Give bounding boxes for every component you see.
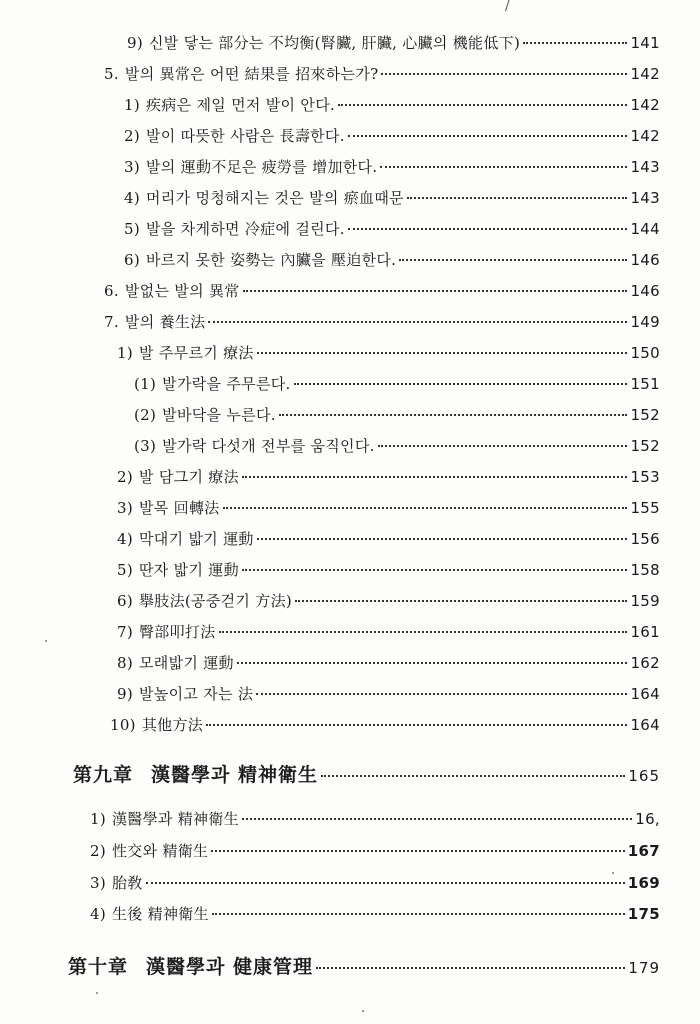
entry-page-number: 156 xyxy=(630,530,660,548)
entry-title: 머리가 멍청해지는 것은 발의 瘀血때문 xyxy=(146,189,404,207)
entry-title: 발높이고 자는 法 xyxy=(139,685,254,703)
entry-number: 2) xyxy=(90,842,106,860)
entry-page-number: 142 xyxy=(630,65,660,83)
toc-entry xyxy=(124,187,660,208)
toc-entry xyxy=(90,872,660,893)
entry-title: 발을 차게하면 冷症에 걸린다. xyxy=(146,220,345,238)
scan-speck xyxy=(96,992,98,994)
toc-entry xyxy=(90,808,660,829)
entry-title: 발가락 다섯개 전부를 움직인다. xyxy=(162,437,375,455)
dot-leader xyxy=(338,104,627,106)
chapter-heading xyxy=(73,760,660,787)
dot-leader xyxy=(242,569,628,571)
entry-number: 3) xyxy=(117,499,133,517)
entry-page-number: 158 xyxy=(630,561,660,579)
entry-title: 딴자 밟기 運動 xyxy=(139,561,239,579)
entry-title: 胎敎 xyxy=(112,874,143,892)
entry-number: 5) xyxy=(117,561,133,579)
dot-leader xyxy=(316,967,625,969)
entry-page-number: 164 xyxy=(630,716,660,734)
entry-number: 1) xyxy=(124,96,140,114)
entry-number: 2) xyxy=(124,127,140,145)
dot-leader xyxy=(381,73,627,75)
toc-entry xyxy=(90,840,660,861)
entry-title: 臀部叩打法 xyxy=(139,623,216,641)
entry-title: 발목 回轉法 xyxy=(139,499,220,517)
dot-leader xyxy=(348,228,628,230)
entry-title: 性交와 精衛生 xyxy=(112,842,209,860)
entry-page-number: 167 xyxy=(627,842,660,860)
entry-page-number: 146 xyxy=(630,251,660,269)
entry-page-number: 175 xyxy=(627,905,660,923)
entry-number: 8) xyxy=(117,654,133,672)
toc-entry xyxy=(124,125,660,146)
entry-page-number: 161 xyxy=(630,623,660,641)
chapter-heading xyxy=(68,952,660,979)
entry-title: 신발 닿는 部分는 不均衡(腎臟, 肝臟, 心臟의 機能低下) xyxy=(149,34,521,52)
toc-entry xyxy=(117,652,660,673)
entry-title: 바르지 못한 姿勢는 內臟을 壓迫한다. xyxy=(146,251,397,269)
entry-number: 6) xyxy=(117,592,133,610)
toc-entry xyxy=(124,218,660,239)
dot-leader xyxy=(211,850,624,852)
toc-entry xyxy=(124,94,660,115)
entry-number: 9) xyxy=(127,34,143,52)
entry-number: 4) xyxy=(124,189,140,207)
dot-leader xyxy=(243,290,628,292)
toc-entry xyxy=(134,435,660,456)
entry-title: 其他方法 xyxy=(141,716,204,734)
chapter-page-number: 179 xyxy=(628,959,660,977)
entry-title: 발 주무르기 療法 xyxy=(139,344,254,362)
chapter-label: 第十章 xyxy=(68,956,129,978)
toc-entry xyxy=(124,249,660,270)
dot-leader xyxy=(407,197,628,199)
entry-page-number: 16, xyxy=(635,810,660,828)
entry-title: 발이 따뜻한 사람은 長壽한다. xyxy=(146,127,345,145)
entry-number: 7) xyxy=(117,623,133,641)
entry-page-number: 164 xyxy=(630,685,660,703)
entry-page-number: 169 xyxy=(627,874,660,892)
toc-entry xyxy=(104,311,660,332)
entry-number: 4) xyxy=(117,530,133,548)
toc-entry xyxy=(124,156,660,177)
toc-entry xyxy=(117,466,660,487)
scan-speck xyxy=(45,640,47,642)
chapter-page-number: 165 xyxy=(628,767,660,785)
entry-page-number: 141 xyxy=(630,34,660,52)
entry-page-number: 155 xyxy=(630,499,660,517)
toc-entry xyxy=(127,32,660,53)
scan-speck xyxy=(612,872,614,874)
dot-leader xyxy=(212,913,625,915)
entry-title: 발바닥을 누른다. xyxy=(162,406,276,424)
entry-title: 발 담그기 療法 xyxy=(139,468,239,486)
entry-title: 漢醫學과 精神衛生 xyxy=(112,810,239,828)
entry-title: 발의 異常은 어떤 結果를 招來하는가? xyxy=(124,65,379,83)
toc-entry xyxy=(117,683,660,704)
entry-number: 5. xyxy=(104,65,119,83)
entry-number: 3) xyxy=(90,874,106,892)
entry-number: 6) xyxy=(124,251,140,269)
toc-entry xyxy=(134,404,660,425)
dot-leader xyxy=(294,383,628,385)
toc-entry xyxy=(117,590,660,611)
entry-title: 발의 運動不足은 疲勞를 增加한다. xyxy=(146,158,378,176)
entry-number: 2) xyxy=(117,468,133,486)
entry-number: 1) xyxy=(90,810,106,828)
entry-page-number: 162 xyxy=(630,654,660,672)
dot-leader xyxy=(279,414,628,416)
pen-mark: / xyxy=(505,0,510,14)
dot-leader xyxy=(295,600,627,602)
dot-leader xyxy=(223,507,628,509)
entry-page-number: 150 xyxy=(630,344,660,362)
dot-leader xyxy=(206,724,627,726)
entry-title: 발없는 발의 異常 xyxy=(124,282,240,300)
dot-leader xyxy=(523,42,627,44)
entry-number: 9) xyxy=(117,685,133,703)
entry-page-number: 143 xyxy=(630,189,660,207)
toc-entry xyxy=(110,714,660,735)
toc-entry xyxy=(134,373,660,394)
dot-leader xyxy=(399,259,627,261)
entry-title: 발가락을 주무른다. xyxy=(162,375,291,393)
dot-leader xyxy=(242,476,628,478)
dot-leader xyxy=(237,662,628,664)
entry-page-number: 152 xyxy=(630,437,660,455)
entry-page-number: 159 xyxy=(630,592,660,610)
entry-page-number: 142 xyxy=(630,127,660,145)
entry-title: 生後 精神衛生 xyxy=(112,905,209,923)
scan-speck xyxy=(362,1010,364,1012)
entry-number: 6. xyxy=(104,282,119,300)
chapter-title: 漢醫學과 健康管理 xyxy=(146,956,313,978)
entry-page-number: 153 xyxy=(630,468,660,486)
toc-entry xyxy=(90,903,660,924)
entry-page-number: 144 xyxy=(630,220,660,238)
dot-leader xyxy=(257,352,628,354)
entry-number: 7. xyxy=(104,313,119,331)
dot-leader xyxy=(378,445,628,447)
entry-page-number: 142 xyxy=(630,96,660,114)
entry-title: 疾病은 제일 먼저 발이 안다. xyxy=(146,96,336,114)
dot-leader xyxy=(208,321,627,323)
toc-entry xyxy=(117,342,660,363)
toc-entry xyxy=(117,528,660,549)
entry-title: 막대기 밟기 運動 xyxy=(139,530,254,548)
entry-page-number: 151 xyxy=(630,375,660,393)
entry-title: 발의 養生法 xyxy=(124,313,206,331)
dot-leader xyxy=(146,882,625,884)
toc-entry xyxy=(104,63,660,84)
dot-leader xyxy=(219,631,628,633)
entry-number: (2) xyxy=(134,406,157,424)
entry-number: 10) xyxy=(110,716,136,734)
toc-entry xyxy=(104,280,660,301)
entry-number: (3) xyxy=(134,437,157,455)
dot-leader xyxy=(257,538,628,540)
dot-leader xyxy=(348,135,628,137)
entry-title: 모래밟기 運動 xyxy=(139,654,234,672)
dot-leader xyxy=(380,166,627,168)
entry-page-number: 152 xyxy=(630,406,660,424)
entry-number: 4) xyxy=(90,905,106,923)
toc-entry xyxy=(117,621,660,642)
chapter-label: 第九章 xyxy=(73,764,134,786)
entry-number: 1) xyxy=(117,344,133,362)
toc-entry xyxy=(117,559,660,580)
entry-title: 擧肢法(공중걷기 方法) xyxy=(139,592,293,610)
dot-leader xyxy=(242,818,632,820)
entry-number: 3) xyxy=(124,158,140,176)
entry-page-number: 146 xyxy=(630,282,660,300)
dot-leader xyxy=(321,775,625,777)
entry-page-number: 149 xyxy=(630,313,660,331)
dot-leader xyxy=(256,693,627,695)
entry-number: (1) xyxy=(134,375,157,393)
chapter-title: 漢醫學과 精神衛生 xyxy=(151,764,318,786)
entry-page-number: 143 xyxy=(630,158,660,176)
entry-number: 5) xyxy=(124,220,140,238)
toc-entry xyxy=(117,497,660,518)
